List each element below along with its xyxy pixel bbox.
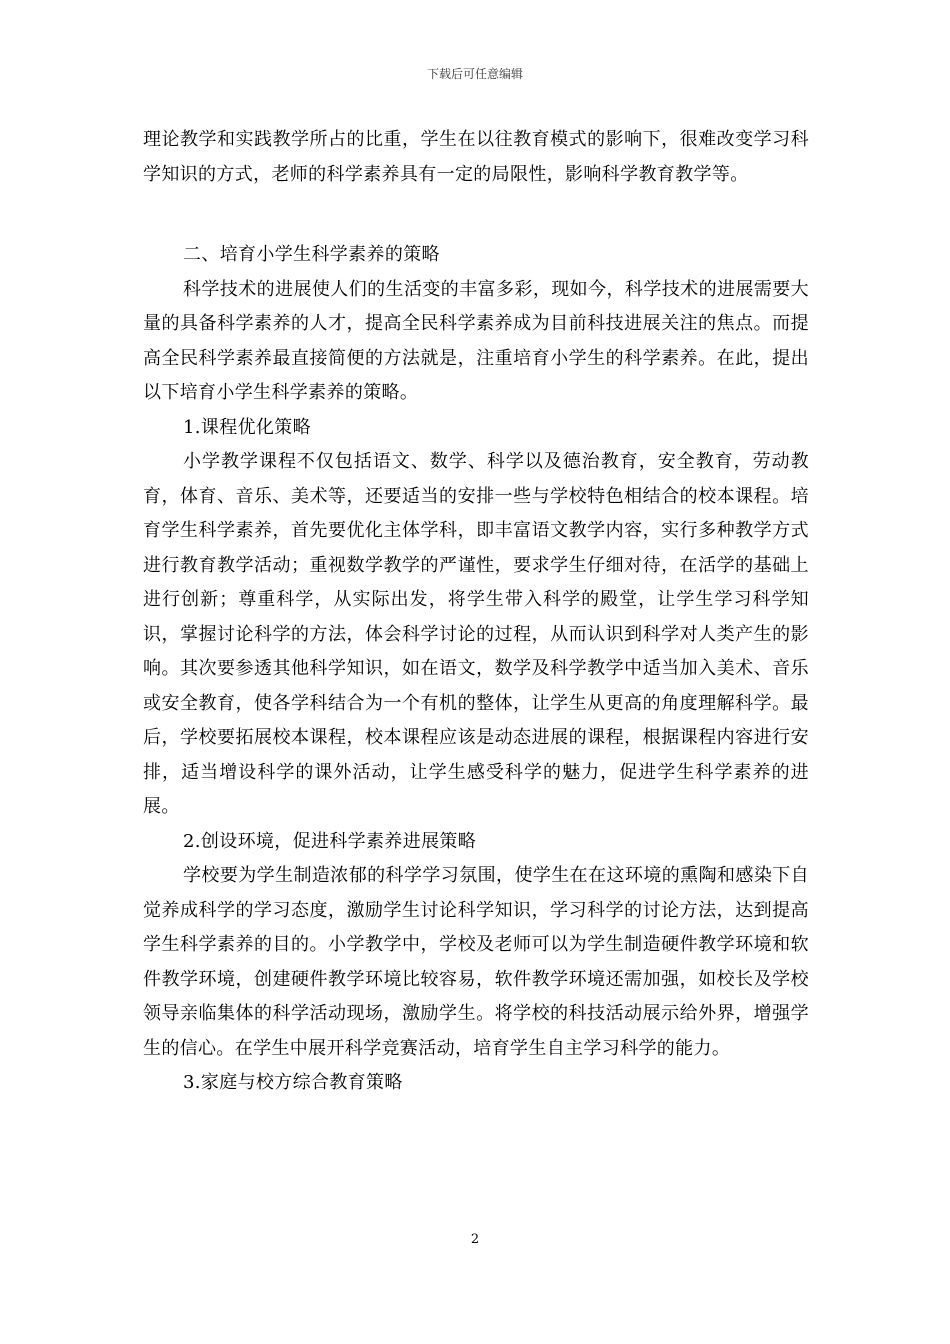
strategy-2-paragraph: 学校要为学生制造浓郁的科学学习氛围，使学生在在这环境的熏陶和感染下自觉养成科学的学习态度，激励学生讨论科学知识，学习科学的讨论方法，达到提高学生科学素养的目的。小学教学中，学校及老师可以为学生制造硬件教学环境和软件教学环境，创建硬件教学环境比较容易，软件教学环境还需加强，如校长及学校领导亲临集体的科学活动现场，激励学生。将学校的科技活动展示给外界，增强学生的信心。在学生中展开科学竞赛活动，培育学生自主学习科学的能力。 <box>143 865 809 1059</box>
section-two-paragraph: 科学技术的进展使人们的生活变的丰富多彩，现如今，科学技术的进展需要大量的具备科学素养的人才，提高全民科学素养成为目前科技进展关注的焦点。而提高全民科学素养最直接简便的方法就是，注重培育小学生的科学素养。在此，提出以下培育小学生科学素养的策略。 <box>143 278 809 403</box>
strategy-3-heading: 3.家庭与校方综合教育策略 <box>183 1072 403 1093</box>
page-number: 2 <box>470 1232 480 1247</box>
download-note: 下载后可任意编辑 <box>426 67 523 81</box>
strategy-1-paragraph: 小学教学课程不仅包括语文、数学、科学以及德治教育，安全教育，劳动教育，体育、音乐、美术等，还要适当的安排一些与学校特色相结合的校本课程。培育学生科学素养，首先要优化主体学科，即丰富语文教学内容，实行多种教学方式进行教育教学活动；重视数学教学的严谨性，要求学生仔细对待，在活学的基础上进行创新；尊重科学，从实际出发，将学生带入科学的殿堂，让学生学习科学知识，掌握讨论科学的方法，体会科学讨论的过程，从而认识到科学对人类产生的影响。其次要参透其他科学知识，如在语文，数学及科学教学中适当加入美术、音乐或安全教育，使各学科结合为一个有机的整体，让学生从更高的角度理解科学。最后，学校要拓展校本课程，校本课程应该是动态进展的课程，根据课程内容进行安排，适当增设科学的课外活动，让学生感受科学的魅力，促进学生科学素养的进展。 <box>143 451 809 817</box>
strategy-2-heading: 2.创设环境，促进科学素养进展策略 <box>183 830 477 852</box>
intro-paragraph: 理论教学和实践教学所占的比重，学生在以往教育模式的影响下，很难改变学习科学知识的方式，老师的科学素养具有一定的局限性，影响科学教育教学等。 <box>143 129 809 185</box>
section-gap <box>143 192 809 238</box>
section-two-heading: 二、培育小学生科学素养的策略 <box>183 244 440 265</box>
strategy-1-heading: 1.课程优化策略 <box>183 416 311 438</box>
document-body <box>143 123 809 1101</box>
